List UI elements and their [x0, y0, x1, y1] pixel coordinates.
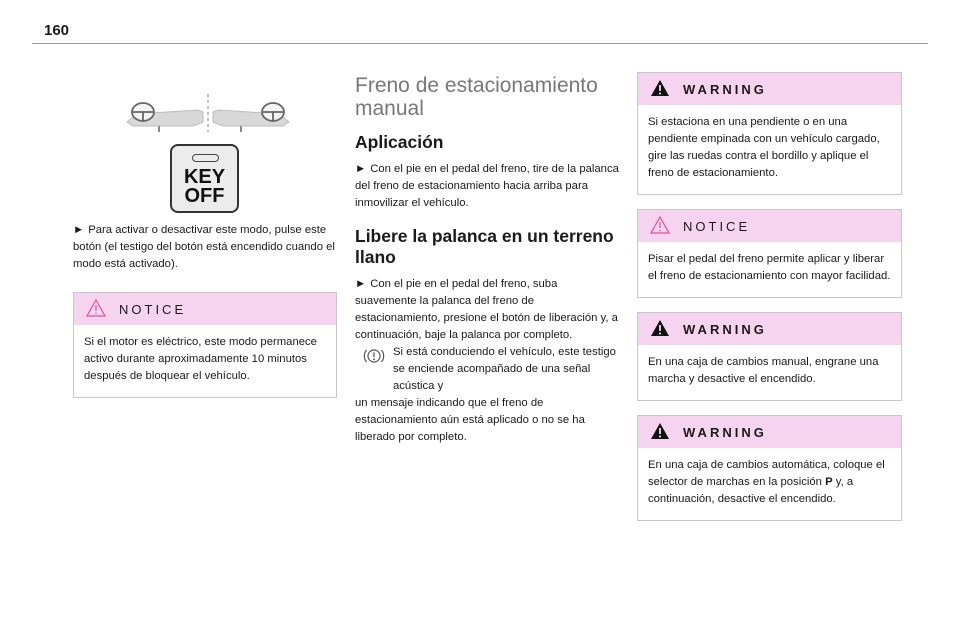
notice-header	[74, 293, 336, 325]
warning-triangle-icon	[650, 79, 670, 97]
key-off-illustration	[73, 70, 337, 220]
warning-triangle-icon	[650, 422, 670, 440]
key-label-line1: KEY	[183, 166, 226, 188]
aplicacion-instruction	[355, 161, 619, 212]
warning-box-manual	[637, 312, 902, 401]
page-title: Freno de estacionamiento manual	[355, 74, 598, 120]
notice-triangle-icon	[650, 216, 670, 234]
warning-text-slope: Si estaciona en una pendiente o en una pendiente empinada con un vehículo cargado, gire las ruedas contra el bordillo y aplique el freno de estacionamiento.	[648, 116, 880, 179]
notice-triangle-icon	[86, 299, 106, 317]
left-column	[73, 70, 337, 398]
warning-text-automatic-b: y, a continuación, desactive el encendido.	[648, 476, 854, 505]
steering-wheel-icon	[123, 88, 293, 134]
middle-column	[355, 70, 619, 446]
warning-box-slope	[637, 72, 902, 195]
warning-text-automatic	[638, 448, 901, 520]
brake-indicator-note	[355, 344, 619, 446]
arrow-bullet-icon: ►	[355, 278, 367, 290]
warning-header	[638, 73, 901, 105]
gear-position-p: P	[825, 476, 833, 488]
notice-text-pedal: Pisar el pedal del freno permite aplicar y liberar el freno de estacionamiento con mayor facilidad.	[648, 253, 891, 282]
indicator-text-a: Si está conduciendo el vehículo, este testigo se enciende acompañado de una señal acústica y	[393, 346, 616, 392]
notice-box	[73, 292, 337, 398]
section-heading-libere: Libere la palanca en un terreno llano	[355, 226, 614, 267]
warning-header	[638, 313, 901, 345]
notice-box-pedal	[637, 209, 902, 298]
section-heading-aplicacion: Aplicación	[355, 132, 444, 152]
page-number: 160	[44, 22, 70, 39]
warning-text-manual: En una caja de cambios manual, engrane una marcha y desactive el encendido.	[648, 356, 879, 385]
libere-text: Con el pie en el pedal del freno, suba suavemente la palanca del freno de estacionamiento, presione el botón de liberación y, a continuación, baje la palanca por completo.	[355, 278, 618, 341]
right-column	[637, 72, 902, 521]
warning-triangle-icon	[650, 319, 670, 337]
aplicacion-text: Con el pie en el pedal del freno, tire de la palanca del freno de estacionamiento hacia arriba para inmovilizar el vehículo.	[355, 163, 619, 209]
key-off-button-icon	[170, 144, 239, 213]
indicator-text-b: un mensaje indicando que el freno de estacionamiento aún está aplicado o no se ha liberado por completo.	[355, 397, 585, 443]
arrow-bullet-icon: ►	[355, 163, 367, 175]
warning-header	[638, 416, 901, 448]
warning-label: WARNING	[683, 425, 767, 440]
key-off-instruction	[73, 222, 337, 273]
key-slot-icon	[192, 154, 219, 162]
notice-header	[638, 210, 901, 242]
top-divider	[32, 43, 928, 44]
warning-text-automatic-a: En una caja de cambios automática, coloque el selector de marchas en la posición	[648, 459, 885, 488]
notice-text: Si el motor es eléctrico, este modo permanece activo durante aproximadamente 10 minutos después de bloquear el vehículo.	[84, 336, 317, 382]
warning-label: WARNING	[683, 82, 767, 97]
warning-label: WARNING	[683, 322, 767, 337]
brake-indicator-icon	[362, 346, 386, 366]
libere-instruction	[355, 276, 619, 344]
arrow-bullet-icon: ►	[73, 224, 85, 236]
notice-label: NOTICE	[119, 302, 187, 317]
warning-box-automatic	[637, 415, 902, 521]
notice-label: NOTICE	[683, 219, 751, 234]
key-off-instruction-text: Para activar o desactivar este modo, pulse este botón (el testigo del botón está encendido cuando el modo está activado).	[73, 224, 335, 270]
key-label-line2: OFF	[184, 185, 225, 207]
